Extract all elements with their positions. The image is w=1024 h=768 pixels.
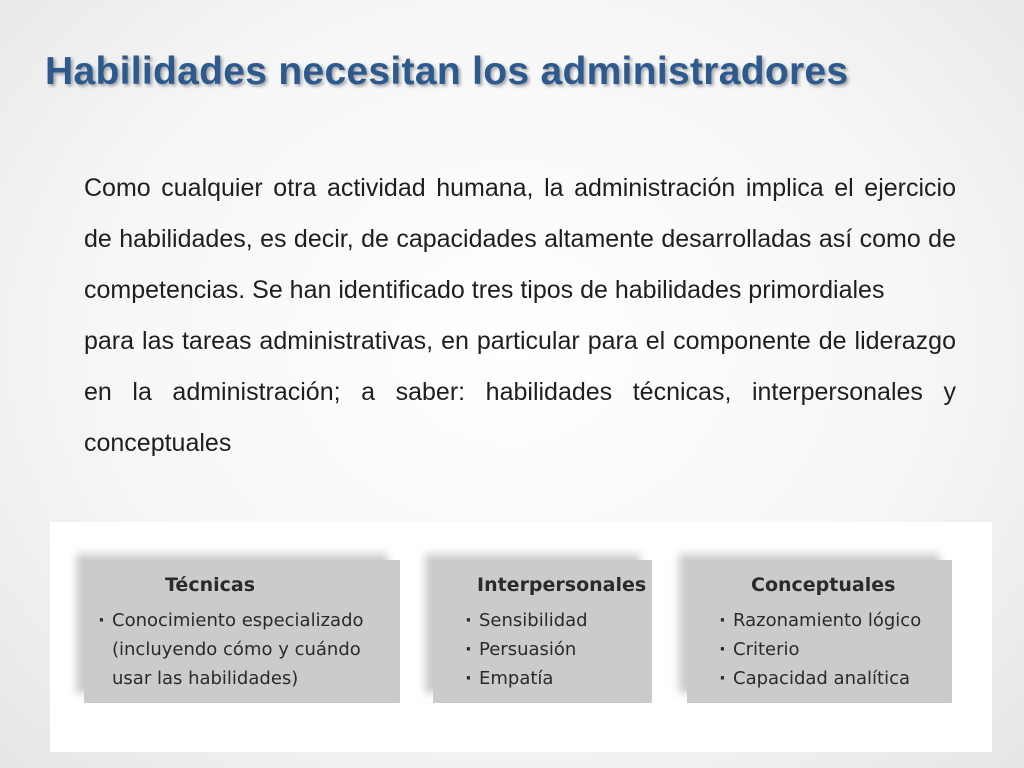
skill-heading-interpersonales: Interpersonales bbox=[477, 574, 647, 596]
skill-heading-tecnicas: Técnicas bbox=[165, 574, 256, 596]
slide-title: Habilidades necesitan los administradores bbox=[45, 50, 849, 93]
list-item: · Conocimiento especializado (incluyendo cómo y cuándo usar las habilidades) bbox=[98, 606, 394, 693]
skill-list-tecnicas bbox=[84, 606, 400, 693]
list-item: · Razonamiento lógico bbox=[719, 606, 952, 635]
paragraph-intro: Como cualquier otra actividad humana, la administración implica el ejercicio de habilidades, es decir, de capacidades altamente desarrolladas así como de competencias. Se han identificado tres tipos de habilidades primordiales bbox=[84, 174, 956, 304]
list-item: · Persuasión bbox=[465, 635, 652, 664]
list-item: · Capacidad analítica bbox=[719, 664, 952, 693]
skill-heading-conceptuales: Conceptuales bbox=[751, 574, 896, 596]
list-item: · Sensibilidad bbox=[465, 606, 652, 635]
skill-box-tecnicas bbox=[84, 560, 400, 703]
skill-list-conceptuales bbox=[687, 606, 952, 693]
list-item: · Criterio bbox=[719, 635, 952, 664]
skill-box-interpersonales bbox=[433, 560, 652, 703]
skills-figure bbox=[50, 522, 992, 752]
skill-box-conceptuales bbox=[687, 560, 952, 703]
skill-list-interpersonales bbox=[433, 606, 652, 693]
body-text bbox=[84, 163, 956, 469]
paragraph-detail: para las tareas administrativas, en particular para el componente de liderazgo en la administración; a saber: habilidades técnicas, interpersonales y conceptuales bbox=[84, 327, 956, 457]
list-item: · Empatía bbox=[465, 664, 652, 693]
